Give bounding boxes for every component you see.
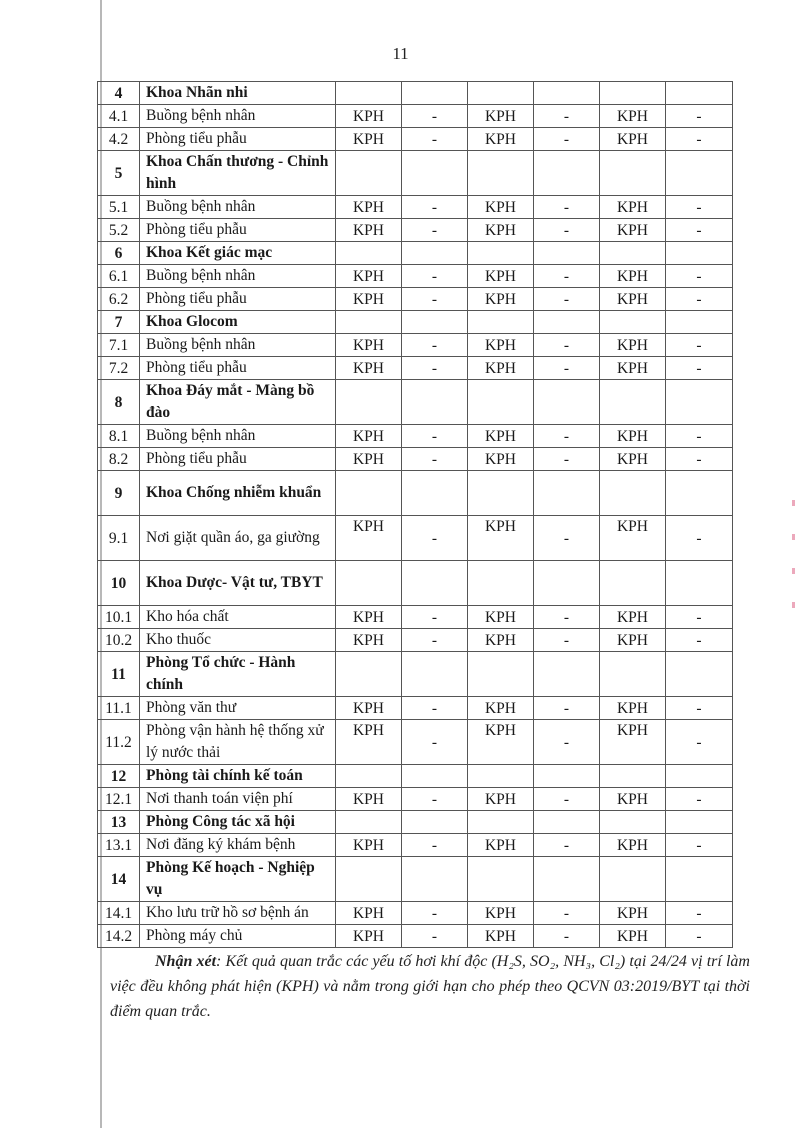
location-name: Phòng tiểu phẫu: [140, 357, 336, 380]
row-number: 13.1: [98, 834, 140, 857]
stamp-mark: [792, 500, 795, 506]
table-row: [98, 448, 733, 471]
result-cell: KPH: [336, 697, 402, 720]
result-cell: KPH: [600, 219, 666, 242]
table-row: [98, 357, 733, 380]
result-cell: -: [402, 788, 468, 811]
department-name: Phòng tài chính kế toán: [140, 765, 336, 788]
result-cell: KPH: [336, 516, 402, 561]
location-name: Phòng vận hành hệ thống xử lý nước thải: [140, 720, 336, 765]
result-cell: -: [534, 105, 600, 128]
result-cell: KPH: [468, 128, 534, 151]
section-row: [98, 765, 733, 788]
row-number: 4: [98, 82, 140, 105]
location-name: Nơi thanh toán viện phí: [140, 788, 336, 811]
result-cell: [534, 652, 600, 697]
result-cell: [666, 561, 733, 606]
row-number: 4.1: [98, 105, 140, 128]
row-number: 5.1: [98, 196, 140, 219]
location-name: Phòng tiểu phẫu: [140, 448, 336, 471]
row-number: 14.2: [98, 925, 140, 948]
result-cell: KPH: [600, 128, 666, 151]
result-cell: -: [402, 606, 468, 629]
result-cell: [666, 765, 733, 788]
row-number: 6.2: [98, 288, 140, 311]
row-number: 9: [98, 471, 140, 516]
location-name: Nơi giặt quần áo, ga giường: [140, 516, 336, 561]
table-row: [98, 334, 733, 357]
section-row: [98, 652, 733, 697]
result-cell: -: [666, 629, 733, 652]
result-cell: -: [534, 128, 600, 151]
result-cell: -: [534, 720, 600, 765]
result-cell: -: [402, 925, 468, 948]
result-cell: KPH: [600, 448, 666, 471]
result-cell: -: [402, 334, 468, 357]
result-cell: -: [402, 425, 468, 448]
result-cell: [534, 857, 600, 902]
result-cell: KPH: [336, 720, 402, 765]
result-cell: -: [666, 720, 733, 765]
result-cell: -: [402, 516, 468, 561]
department-name: Khoa Chống nhiễm khuẩn: [140, 471, 336, 516]
location-name: Phòng máy chủ: [140, 925, 336, 948]
result-cell: KPH: [468, 606, 534, 629]
result-cell: -: [402, 448, 468, 471]
result-cell: -: [402, 720, 468, 765]
result-cell: [600, 561, 666, 606]
result-cell: [468, 811, 534, 834]
result-cell: [468, 765, 534, 788]
result-cell: [402, 561, 468, 606]
row-number: 9.1: [98, 516, 140, 561]
table-body: [98, 82, 733, 948]
result-cell: [402, 765, 468, 788]
result-cell: [666, 242, 733, 265]
result-cell: KPH: [600, 720, 666, 765]
result-cell: [600, 380, 666, 425]
result-cell: KPH: [468, 105, 534, 128]
section-row: [98, 811, 733, 834]
result-cell: [666, 380, 733, 425]
result-cell: -: [666, 425, 733, 448]
row-number: 14.1: [98, 902, 140, 925]
result-cell: KPH: [600, 334, 666, 357]
result-cell: KPH: [600, 629, 666, 652]
section-row: [98, 82, 733, 105]
result-cell: [336, 311, 402, 334]
department-name: Khoa Kết giác mạc: [140, 242, 336, 265]
row-number: 7.2: [98, 357, 140, 380]
result-cell: [336, 380, 402, 425]
result-cell: [534, 471, 600, 516]
result-cell: [534, 242, 600, 265]
result-cell: -: [402, 196, 468, 219]
result-cell: -: [666, 697, 733, 720]
result-cell: -: [534, 219, 600, 242]
result-cell: KPH: [336, 834, 402, 857]
row-number: 14: [98, 857, 140, 902]
result-cell: KPH: [600, 265, 666, 288]
result-cell: KPH: [600, 105, 666, 128]
table-row: [98, 606, 733, 629]
result-cell: [336, 242, 402, 265]
location-name: Nơi đăng ký khám bệnh: [140, 834, 336, 857]
result-cell: KPH: [468, 902, 534, 925]
section-row: [98, 311, 733, 334]
row-number: 8: [98, 380, 140, 425]
row-number: 11.1: [98, 697, 140, 720]
result-cell: KPH: [336, 265, 402, 288]
result-cell: -: [666, 128, 733, 151]
result-cell: -: [666, 334, 733, 357]
result-cell: [468, 151, 534, 196]
result-cell: [402, 242, 468, 265]
result-cell: KPH: [336, 105, 402, 128]
location-name: Kho lưu trữ hồ sơ bệnh án: [140, 902, 336, 925]
result-cell: KPH: [336, 425, 402, 448]
result-cell: [468, 311, 534, 334]
row-number: 12.1: [98, 788, 140, 811]
result-cell: [600, 857, 666, 902]
result-cell: KPH: [336, 196, 402, 219]
result-cell: -: [534, 448, 600, 471]
result-cell: -: [534, 925, 600, 948]
result-cell: -: [534, 629, 600, 652]
row-number: 6: [98, 242, 140, 265]
row-number: 12: [98, 765, 140, 788]
result-cell: -: [402, 902, 468, 925]
result-cell: KPH: [468, 357, 534, 380]
section-row: [98, 857, 733, 902]
result-cell: -: [402, 834, 468, 857]
result-cell: [600, 811, 666, 834]
result-cell: -: [534, 697, 600, 720]
result-cell: -: [402, 288, 468, 311]
department-name: Phòng Tổ chức - Hành chính: [140, 652, 336, 697]
result-cell: [666, 311, 733, 334]
location-name: Phòng tiểu phẫu: [140, 288, 336, 311]
result-cell: [534, 765, 600, 788]
result-cell: KPH: [600, 288, 666, 311]
result-cell: KPH: [336, 902, 402, 925]
row-number: 10.1: [98, 606, 140, 629]
result-cell: [666, 471, 733, 516]
result-cell: [402, 471, 468, 516]
result-cell: -: [534, 834, 600, 857]
table-row: [98, 516, 733, 561]
result-cell: -: [666, 606, 733, 629]
table-row: [98, 219, 733, 242]
result-cell: [666, 652, 733, 697]
result-cell: [600, 242, 666, 265]
result-cell: [534, 811, 600, 834]
result-cell: [600, 765, 666, 788]
row-number: 8.2: [98, 448, 140, 471]
location-name: Buồng bệnh nhân: [140, 425, 336, 448]
result-cell: [534, 151, 600, 196]
result-cell: KPH: [336, 925, 402, 948]
result-cell: -: [402, 697, 468, 720]
result-cell: [468, 471, 534, 516]
stamp-mark: [792, 602, 795, 608]
result-cell: KPH: [600, 425, 666, 448]
result-cell: [534, 311, 600, 334]
table-row: [98, 834, 733, 857]
result-cell: KPH: [600, 834, 666, 857]
result-cell: KPH: [336, 448, 402, 471]
result-cell: KPH: [600, 516, 666, 561]
result-cell: [600, 471, 666, 516]
location-name: Phòng tiểu phẫu: [140, 128, 336, 151]
result-cell: [336, 82, 402, 105]
row-number: 10.2: [98, 629, 140, 652]
result-cell: [600, 652, 666, 697]
result-cell: KPH: [468, 448, 534, 471]
section-row: [98, 471, 733, 516]
result-cell: KPH: [336, 606, 402, 629]
remark-text: : Kết quả quan trắc các yếu tố hơi khí độc (H₂S, SO₂, NH₃, Cl₂) tại 24/24 vị trí làm việc đều không phát hiện (KPH) và nằm trong giới hạn cho phép theo QCVN 03:2019/BYT tại thời điểm quan trắc.: [110, 953, 750, 1020]
result-cell: [402, 311, 468, 334]
result-cell: [600, 82, 666, 105]
table-row: [98, 265, 733, 288]
result-cell: KPH: [600, 196, 666, 219]
section-row: [98, 242, 733, 265]
result-cell: [534, 561, 600, 606]
monitoring-results-table: [97, 81, 733, 948]
result-cell: KPH: [600, 788, 666, 811]
row-number: 11: [98, 652, 140, 697]
row-number: 7: [98, 311, 140, 334]
result-cell: KPH: [600, 606, 666, 629]
result-cell: [534, 380, 600, 425]
result-cell: -: [402, 265, 468, 288]
table-row: [98, 697, 733, 720]
row-number: 8.1: [98, 425, 140, 448]
location-name: Kho hóa chất: [140, 606, 336, 629]
result-cell: [468, 380, 534, 425]
result-cell: [666, 82, 733, 105]
result-cell: -: [534, 788, 600, 811]
result-cell: KPH: [600, 925, 666, 948]
result-cell: -: [666, 288, 733, 311]
result-cell: -: [666, 834, 733, 857]
result-cell: -: [534, 425, 600, 448]
result-cell: KPH: [336, 629, 402, 652]
result-cell: -: [666, 448, 733, 471]
result-cell: [336, 811, 402, 834]
section-row: [98, 561, 733, 606]
department-name: Khoa Nhãn nhi: [140, 82, 336, 105]
result-cell: -: [534, 288, 600, 311]
result-cell: -: [534, 606, 600, 629]
result-cell: KPH: [468, 196, 534, 219]
table-row: [98, 629, 733, 652]
row-number: 11.2: [98, 720, 140, 765]
result-cell: [402, 380, 468, 425]
section-row: [98, 151, 733, 196]
table-row: [98, 105, 733, 128]
location-name: Buồng bệnh nhân: [140, 334, 336, 357]
result-cell: [666, 151, 733, 196]
stamp-mark: [792, 568, 795, 574]
page-number: 11: [392, 44, 409, 63]
result-cell: -: [402, 219, 468, 242]
row-number: 10: [98, 561, 140, 606]
row-number: 7.1: [98, 334, 140, 357]
row-number: 5: [98, 151, 140, 196]
row-number: 6.1: [98, 265, 140, 288]
result-cell: [468, 652, 534, 697]
result-cell: [336, 471, 402, 516]
result-cell: KPH: [336, 334, 402, 357]
result-cell: -: [666, 516, 733, 561]
result-cell: [336, 151, 402, 196]
result-cell: [600, 311, 666, 334]
result-cell: -: [534, 902, 600, 925]
result-cell: -: [666, 357, 733, 380]
result-cell: KPH: [336, 357, 402, 380]
result-cell: [402, 151, 468, 196]
result-cell: [336, 652, 402, 697]
table-row: [98, 788, 733, 811]
result-cell: KPH: [468, 425, 534, 448]
result-cell: [336, 765, 402, 788]
row-number: 13: [98, 811, 140, 834]
result-cell: KPH: [468, 834, 534, 857]
location-name: Buồng bệnh nhân: [140, 265, 336, 288]
result-cell: KPH: [468, 288, 534, 311]
result-cell: -: [402, 629, 468, 652]
result-cell: KPH: [468, 334, 534, 357]
result-cell: KPH: [336, 128, 402, 151]
result-cell: KPH: [468, 265, 534, 288]
result-cell: KPH: [468, 925, 534, 948]
result-cell: -: [666, 219, 733, 242]
result-cell: [600, 151, 666, 196]
result-cell: [468, 242, 534, 265]
result-cell: -: [666, 196, 733, 219]
department-name: Khoa Glocom: [140, 311, 336, 334]
result-cell: [402, 811, 468, 834]
row-number: 5.2: [98, 219, 140, 242]
scan-stamp-marks: [792, 500, 796, 650]
result-cell: -: [666, 925, 733, 948]
result-cell: [402, 652, 468, 697]
result-cell: [468, 561, 534, 606]
result-cell: -: [402, 128, 468, 151]
result-cell: [402, 82, 468, 105]
result-cell: [468, 857, 534, 902]
section-row: [98, 380, 733, 425]
department-name: Khoa Dược- Vật tư, TBYT: [140, 561, 336, 606]
location-name: Buồng bệnh nhân: [140, 196, 336, 219]
table-row: [98, 425, 733, 448]
result-cell: [468, 82, 534, 105]
result-cell: -: [402, 357, 468, 380]
result-cell: -: [402, 105, 468, 128]
result-cell: KPH: [336, 788, 402, 811]
table-row: [98, 902, 733, 925]
remark-label: Nhận xét: [155, 953, 217, 970]
result-cell: KPH: [336, 288, 402, 311]
location-name: Phòng tiểu phẫu: [140, 219, 336, 242]
result-cell: [666, 811, 733, 834]
stamp-mark: [792, 534, 795, 540]
result-cell: -: [534, 196, 600, 219]
result-cell: KPH: [336, 219, 402, 242]
table-row: [98, 128, 733, 151]
result-cell: KPH: [468, 788, 534, 811]
result-cell: [336, 561, 402, 606]
result-cell: KPH: [468, 720, 534, 765]
result-cell: -: [666, 788, 733, 811]
result-cell: -: [666, 902, 733, 925]
row-number: 4.2: [98, 128, 140, 151]
result-cell: KPH: [468, 697, 534, 720]
department-name: Khoa Chấn thương - Chỉnh hình: [140, 151, 336, 196]
result-cell: [402, 857, 468, 902]
result-cell: KPH: [468, 219, 534, 242]
table-row: [98, 196, 733, 219]
remark-paragraph: [110, 949, 750, 1024]
result-cell: -: [534, 265, 600, 288]
result-cell: -: [666, 265, 733, 288]
result-cell: KPH: [600, 902, 666, 925]
location-name: Buồng bệnh nhân: [140, 105, 336, 128]
result-cell: KPH: [468, 629, 534, 652]
result-cell: [666, 857, 733, 902]
table-row: [98, 288, 733, 311]
result-cell: [534, 82, 600, 105]
result-cell: -: [534, 516, 600, 561]
result-cell: -: [666, 105, 733, 128]
result-cell: KPH: [468, 516, 534, 561]
department-name: Phòng Kế hoạch - Nghiệp vụ: [140, 857, 336, 902]
table-row: [98, 925, 733, 948]
result-cell: -: [534, 334, 600, 357]
department-name: Phòng Công tác xã hội: [140, 811, 336, 834]
location-name: Phòng văn thư: [140, 697, 336, 720]
table-row: [98, 720, 733, 765]
location-name: Kho thuốc: [140, 629, 336, 652]
result-cell: KPH: [600, 697, 666, 720]
result-cell: -: [534, 357, 600, 380]
result-cell: [336, 857, 402, 902]
department-name: Khoa Đáy mắt - Màng bồ đào: [140, 380, 336, 425]
result-cell: KPH: [600, 357, 666, 380]
